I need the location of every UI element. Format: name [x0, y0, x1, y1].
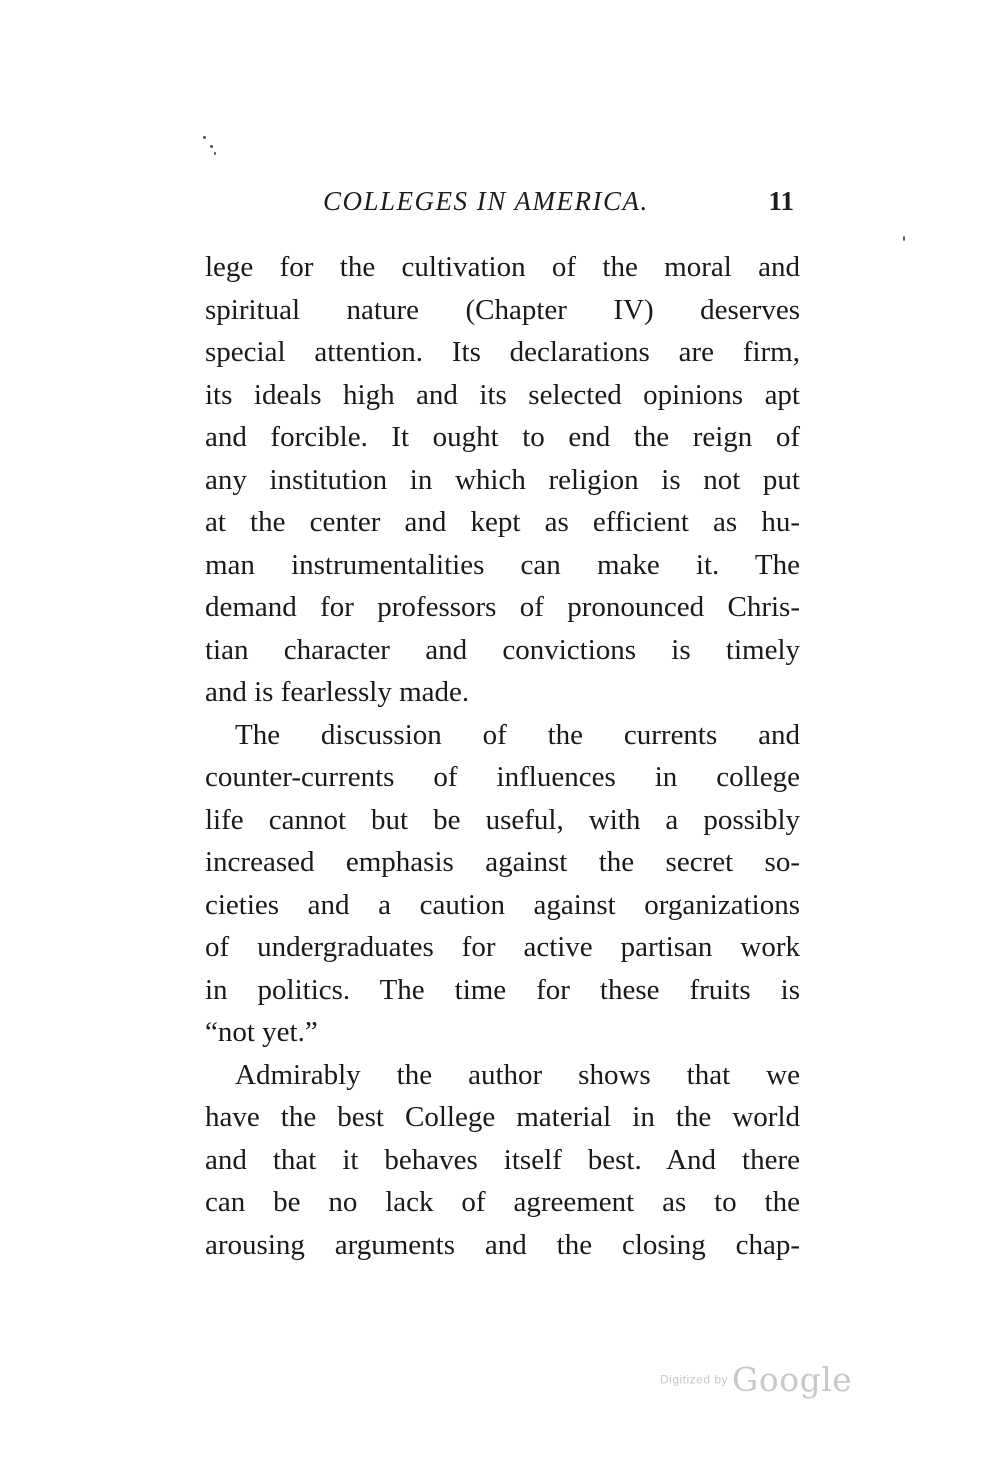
scan-speck	[203, 136, 206, 139]
text-line: life cannot but be useful, with a possibly	[205, 803, 800, 836]
text-line: counter-currents of influences in college	[205, 761, 800, 793]
paragraph-2	[205, 714, 800, 1054]
paragraph-3	[205, 1054, 800, 1267]
text-line: and is fearlessly made.	[205, 676, 470, 708]
text-line: special attention. Its declarations are firm,	[205, 336, 800, 368]
text-line: lege for the cultivation of the moral and	[205, 251, 800, 283]
text-line: can be no lack of agreement as to the	[205, 1186, 800, 1218]
text-line: and forcible. It ought to end the reign of	[205, 421, 800, 453]
text-line: increased emphasis against the secret so-	[205, 846, 800, 878]
text-line: tian character and convictions is timely	[205, 633, 800, 666]
page-number: 11	[768, 186, 794, 216]
text-line: have the best College material in the world	[205, 1101, 800, 1133]
digitized-by-google-watermark	[660, 1360, 870, 1404]
text-line: arousing arguments and the closing chap-	[205, 1228, 800, 1261]
text-line: spiritual nature (Chapter IV) deserves	[205, 293, 800, 326]
text-line: cieties and a caution against organizations	[205, 888, 800, 921]
running-head	[205, 186, 800, 222]
watermark-brand: Google	[732, 1360, 853, 1399]
text-line: Admirably the author shows that we	[235, 1058, 800, 1091]
body-text	[205, 246, 800, 1266]
text-line: in politics. The time for these fruits is	[205, 973, 800, 1006]
scan-speck	[214, 152, 216, 155]
text-line: The discussion of the currents and	[235, 718, 800, 751]
text-line: of undergraduates for active partisan work	[205, 931, 800, 963]
text-line: any institution in which religion is not put	[205, 463, 800, 496]
text-line: its ideals high and its selected opinions apt	[205, 378, 800, 411]
text-line: and that it behaves itself best. And there	[205, 1143, 800, 1176]
paragraph-1	[205, 246, 800, 714]
text-line: at the center and kept as efficient as hu-	[205, 506, 800, 538]
text-line: “not yet.”	[205, 1016, 318, 1048]
watermark-prefix: Digitized by	[660, 1372, 729, 1387]
running-title: COLLEGES IN AMERICA.	[323, 186, 649, 216]
scan-speck	[903, 236, 905, 241]
scan-speck	[210, 145, 213, 148]
text-line: demand for professors of pronounced Chris-	[205, 591, 800, 623]
text-line: man instrumentalities can make it. The	[205, 548, 800, 581]
